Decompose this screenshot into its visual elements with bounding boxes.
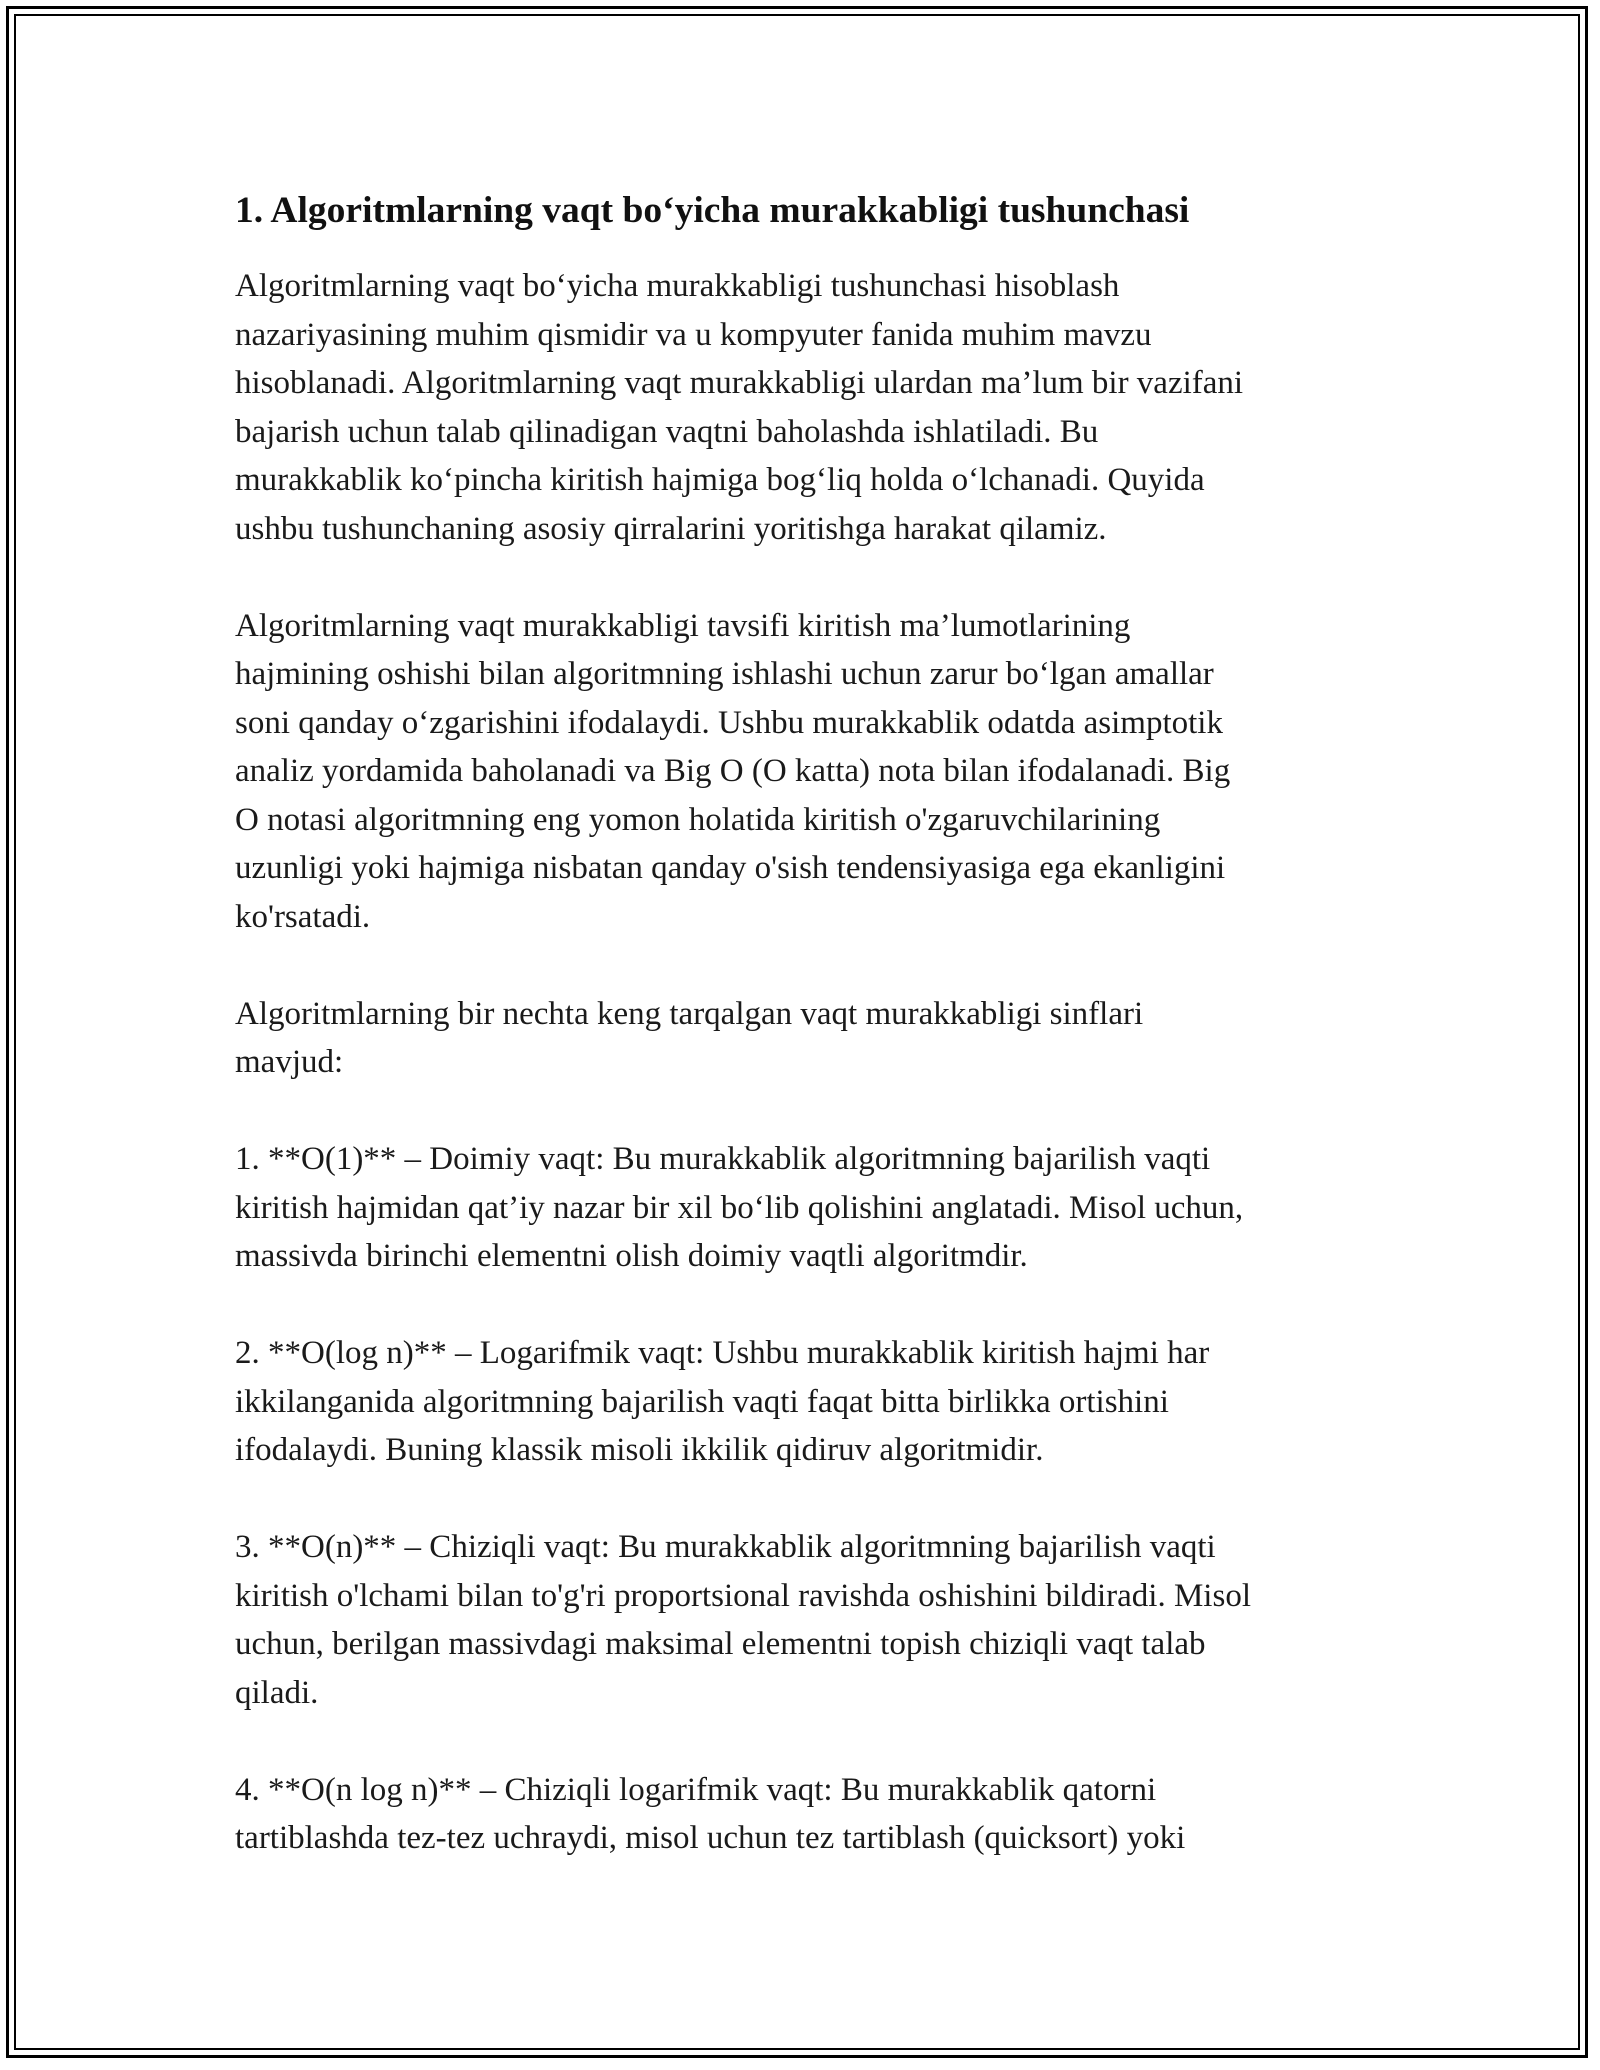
text-line: nazariyasining muhim qismidir va u kompyuter fanida muhim mavzu [235, 316, 1152, 353]
text-line: kiritish hajmidan qat’iy nazar bir xil bo‘lib qolishini anglatadi. Misol uchun, [235, 1189, 1244, 1226]
text-line: ko'rsatadi. [235, 898, 371, 935]
paragraph-classes-intro [235, 990, 1375, 1087]
paragraph-intro [235, 262, 1375, 553]
text-line: mavjud: [235, 1044, 344, 1080]
paragraph-big-o [235, 602, 1375, 942]
text-line: tartiblashda tez-tez uchraydi, misol uchun tez tartiblash (quicksort) yoki [235, 1820, 1186, 1856]
text-line: 1. **O(1)** – Doimiy vaqt: Bu murakkablik algoritmning bajarilish vaqti [235, 1141, 1211, 1177]
text-line: ifodalaydi. Buning klassik misoli ikkilik qidiruv algoritmidir. [235, 1432, 1044, 1468]
list-item-logarithmic [235, 1329, 1375, 1475]
text-line: Algoritmlarning vaqt bo‘yicha murakkabligi tushunchasi hisoblash [235, 268, 1120, 304]
text-line: soni qanday o‘zgarishini ifodalaydi. Ushbu murakkablik odatda asimptotik [235, 704, 1223, 741]
text-line: Algoritmlarning bir nechta keng tarqalgan vaqt murakkabligi sinflari [235, 995, 1144, 1032]
text-line: 3. **O(n)** – Chiziqli vaqt: Bu murakkablik algoritmning bajarilish vaqti [235, 1529, 1216, 1565]
list-item-linear [235, 1523, 1375, 1717]
text-line: hajmining oshishi bilan algoritmning ishlashi uchun zarur bo‘lgan amallar [235, 656, 1214, 692]
text-line: murakkablik ko‘pincha kiritish hajmiga bog‘liq holda o‘lchanadi. Quyida [235, 462, 1205, 498]
text-line: 4. **O(n log n)** – Chiziqli logarifmik vaqt: Bu murakkablik qatorni [235, 1771, 1157, 1808]
list-item-linearithmic [235, 1766, 1375, 1863]
text-line: ikkilanganida algoritmning bajarilish vaqti faqat bitta birlikka ortishini [235, 1383, 1169, 1420]
text-line: qiladi. [235, 1674, 319, 1711]
text-line: kiritish o'lchami bilan to'g'ri proportsional ravishda oshishini bildiradi. Misol [235, 1577, 1251, 1614]
text-line: ushbu tushunchaning asosiy qirralarini yoritishga harakat qilamiz. [235, 510, 1107, 547]
document-body [235, 186, 1375, 1863]
text-line: analiz yordamida baholanadi va Big O (O katta) nota bilan ifodalanadi. Big [235, 753, 1231, 789]
text-line: Algoritmlarning vaqt murakkabligi tavsifi kiritish ma’lumotlarining [235, 607, 1131, 644]
text-line: uzunligi yoki hajmiga nisbatan qanday o'sish tendensiyasiga ega ekanligini [235, 850, 1226, 886]
text-line: 2. **O(log n)** – Logarifmik vaqt: Ushbu murakkablik kiritish hajmi har [235, 1335, 1210, 1371]
text-line: uchun, berilgan massivdagi maksimal elementni topish chiziqli vaqt talab [235, 1626, 1206, 1662]
text-line: hisoblanadi. Algoritmlarning vaqt murakkabligi ulardan ma’lum bir vazifani [235, 365, 1244, 401]
text-line: O notasi algoritmning eng yomon holatida kiritish o'zgaruvchilarining [235, 801, 1161, 838]
list-item-constant [235, 1135, 1375, 1281]
text-line: bajarish uchun talab qilinadigan vaqtni baholashda ishlatiladi. Bu [235, 413, 1099, 450]
text-line: massivda birinchi elementni olish doimiy vaqtli algoritmdir. [235, 1238, 1028, 1274]
section-heading: 1. Algoritmlarning vaqt bo‘yicha murakkabligi tushunchasi [235, 190, 1190, 231]
